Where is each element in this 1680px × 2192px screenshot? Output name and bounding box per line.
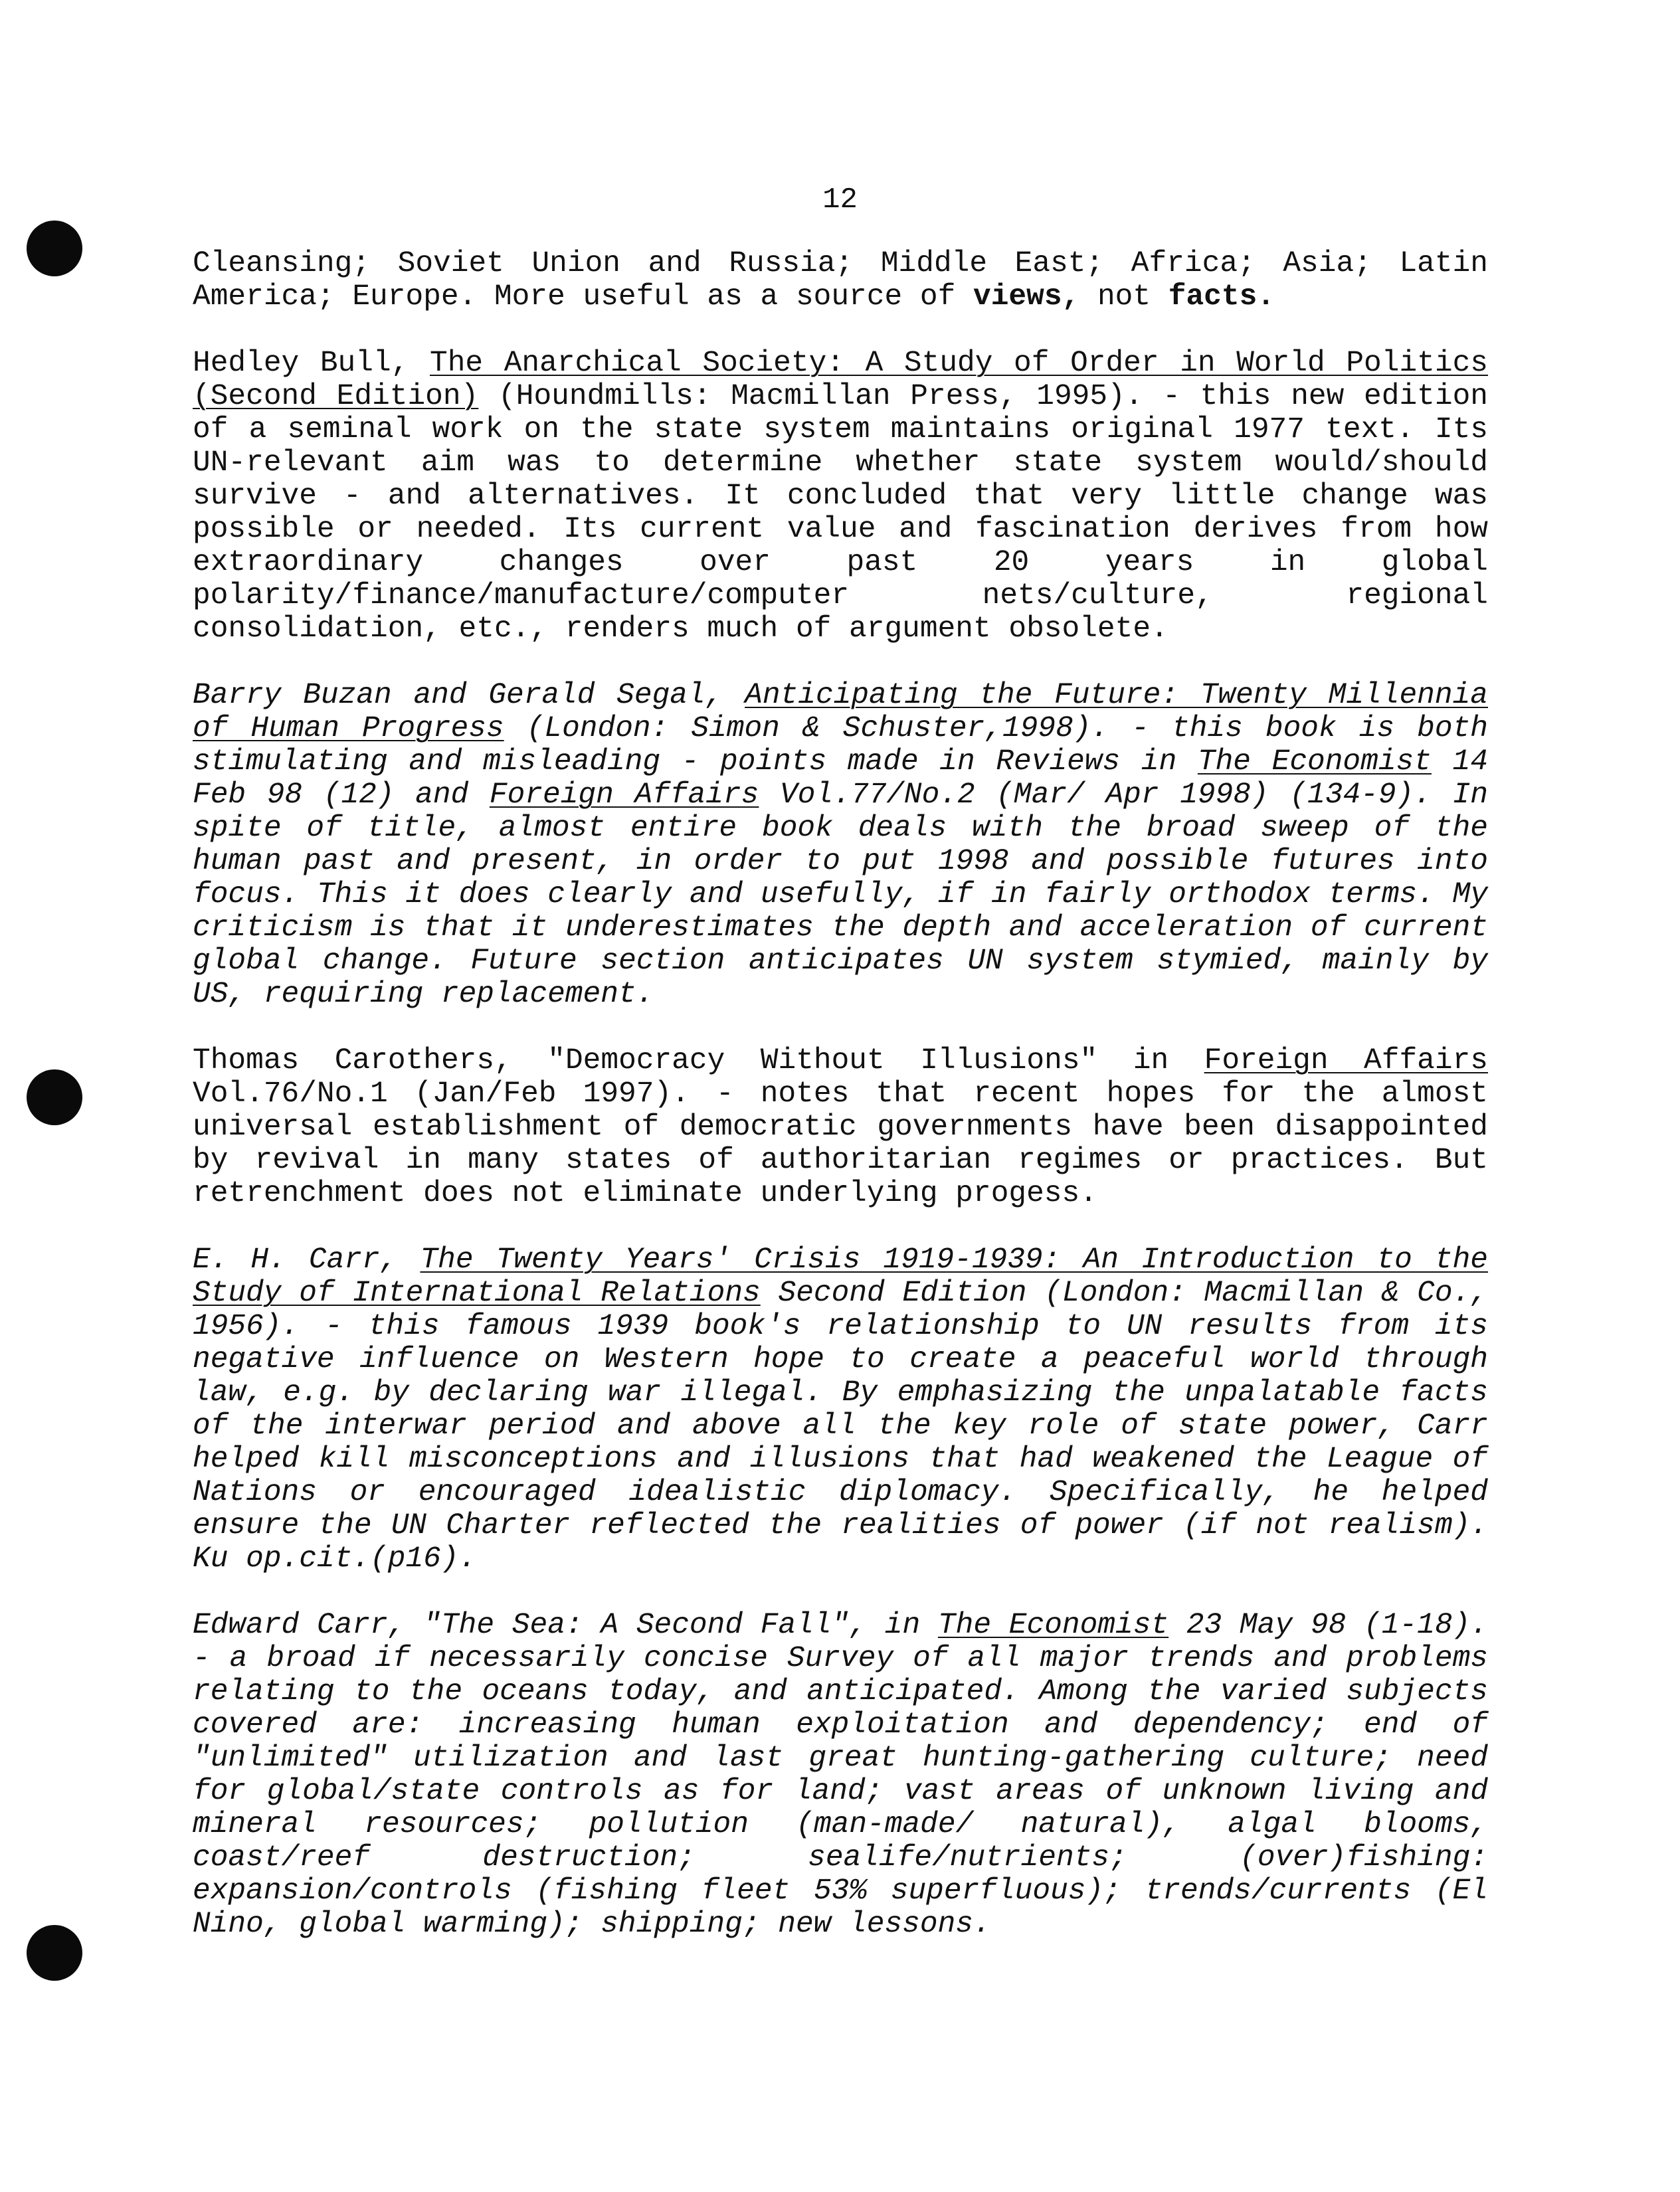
punch-hole-middle xyxy=(27,1069,82,1125)
bibliography-entry xyxy=(193,1044,1488,1210)
entry-text: Hedley Bull, xyxy=(193,347,430,380)
bibliography-entry xyxy=(193,1609,1488,1941)
emphasis-text: facts. xyxy=(1168,280,1275,314)
entry-text: not xyxy=(1079,280,1168,314)
cited-title: The Economist xyxy=(1197,745,1432,778)
entry-text: Vol.76/No.1 (Jan/Feb 1997). - notes that recent hopes for the almost universal establishment of democratic governments have been disappointed by revival in many states of authoritarian regimes or practices. But retrenchment does not eliminate underlying progess. xyxy=(193,1077,1488,1210)
punch-hole-top xyxy=(27,221,82,276)
cited-title: The Anarchical Society: A Study of Order in World Politics (Second Edition) xyxy=(193,347,1488,413)
entry-text: 23 May 98 (1-18). - a broad if necessarily concise Survey of all major trends and problems relating to the oceans today, and anticipated. Among the varied subjects covered are: increasing human exploitation and dependency; end of "unlimited" utilization and last great hunting-gathering culture; need for global/state controls as for land; vast areas of unknown living and mineral resources; pollution (man-made/ natural), algal blooms, coast/reef destruction; sealife/nutrients; (over)fishing: expansion/controls (fishing fleet 53% superfluous); trends/currents (El Nino, global warming); shipping; new lessons. xyxy=(193,1609,1488,1941)
entry-text: Vol.77/No.2 (Mar/ Apr 1998) (134-9). In spite of title, almost entire book deals with the broad sweep of the human past and present, in order to put 1998 and possible futures into focus. This it does clearly and usefully, if in fairly orthodox terms. My criticism is that it underestimates the depth and acceleration of current global change. Future section anticipates UN system stymied, mainly by US, requiring replacement. xyxy=(193,778,1488,1011)
entry-text: (London: Simon & Schuster,1998). - this book is both stimulating and misleading - points made in Reviews in xyxy=(193,712,1488,778)
cited-title: Anticipating the Future: Twenty Millennia of Human Progress xyxy=(193,679,1488,745)
entry-text: Cleansing; Soviet Union and Russia; Middle East; Africa; Asia; Latin America; Europe. More useful as a source of xyxy=(193,247,1488,314)
emphasis-text: views, xyxy=(973,280,1080,314)
entry-text: Barry Buzan and Gerald Segal, xyxy=(193,679,745,712)
entry-text: (Houndmills: Macmillan Press, 1995). - this new edition of a seminal work on the state system maintains original 1977 text. Its UN-relevant aim was to determine whether state system would/should survive - and alternatives. It concluded that very little change was possible or needed. Its current value and fascination derives from how extraordinary changes over past 20 years in global polarity/finance/manufacture/computer nets/culture, regional consolidation, etc., renders much of argument obsolete. xyxy=(193,380,1488,646)
cited-title: Foreign Affairs xyxy=(1204,1044,1488,1077)
bibliography-entry xyxy=(193,247,1488,314)
cited-title: The Economist xyxy=(937,1609,1169,1642)
cited-title: The Twenty Years' Crisis 1919-1939: An Introduction to the Study of International Relations xyxy=(193,1243,1489,1310)
entry-text: E. H. Carr, xyxy=(193,1243,420,1277)
bibliography-entry xyxy=(193,1243,1488,1576)
entry-text: Thomas Carothers, "Democracy Without Illusions" in xyxy=(193,1044,1204,1077)
entry-text: Edward Carr, "The Sea: A Second Fall", in xyxy=(193,1609,938,1642)
bibliography-entry xyxy=(193,679,1488,1011)
entry-text: Second Edition (London: Macmillan & Co., 1956). - this famous 1939 book's relationship to UN results from its negative influence on Western hope to create a peaceful world through law, e.g. by declaring war illegal. By emphasizing the unpalatable facts of the interwar period and above all the key role of state power, Carr helped kill misconceptions and illusions that had weakened the League of Nations or encouraged idealistic diplomacy. Specifically, he helped ensure the UN Charter reflected the realities of power (if not realism). Ku op.cit.(p16). xyxy=(193,1277,1488,1576)
bibliography-list xyxy=(193,247,1488,1974)
bibliography-entry xyxy=(193,347,1488,646)
entry-text: 14 Feb 98 (12) and xyxy=(193,745,1488,812)
cited-title: Foreign Affairs xyxy=(489,778,759,812)
punch-hole-bottom xyxy=(27,1925,82,1981)
page-number: 12 xyxy=(822,183,858,217)
